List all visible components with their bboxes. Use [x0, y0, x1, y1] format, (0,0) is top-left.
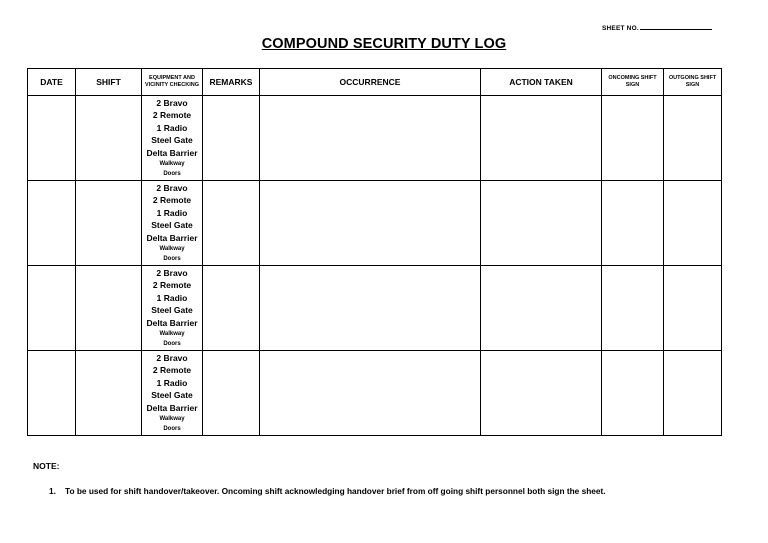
header-oncoming-sign: ONCOMING SHIFT SIGN	[602, 69, 664, 96]
checklist-item: Delta Barrier	[146, 402, 198, 413]
checklist-item: 2 Bravo	[156, 182, 188, 193]
note-item	[49, 486, 606, 496]
remarks-cell[interactable]	[203, 96, 260, 181]
table-header-row	[28, 69, 722, 96]
header-action-taken: ACTION TAKEN	[481, 69, 602, 96]
checklist-item: Delta Barrier	[146, 232, 198, 243]
outgoing-cell[interactable]	[664, 266, 722, 351]
note-label: NOTE:	[33, 461, 60, 471]
note-item-number: 1.	[49, 486, 56, 496]
checklist-item: 2 Remote	[152, 280, 192, 291]
header-remarks: REMARKS	[203, 69, 260, 96]
date-cell[interactable]	[28, 96, 76, 181]
checklist-item: 2 Bravo	[156, 97, 188, 108]
header-shift: SHIFT	[76, 69, 142, 96]
table-row	[28, 96, 722, 181]
oncoming-cell[interactable]	[602, 266, 664, 351]
checklist-item: Doors	[163, 171, 181, 178]
occurrence-cell[interactable]	[260, 96, 481, 181]
date-cell[interactable]	[28, 181, 76, 266]
duty-log-table	[27, 68, 722, 436]
sheet-number-blank	[640, 23, 712, 30]
oncoming-cell[interactable]	[602, 351, 664, 436]
checklist-item: 1 Radio	[156, 207, 188, 218]
equipment-checklist-cell	[142, 266, 203, 351]
checklist-item: Walkway	[159, 416, 185, 423]
checklist-item: 2 Remote	[152, 110, 192, 121]
checklist-item: Doors	[163, 341, 181, 348]
page-title: COMPOUND SECURITY DUTY LOG	[261, 36, 507, 52]
checklist-item: Steel Gate	[151, 305, 193, 316]
header-date: DATE	[28, 69, 76, 96]
checklist-item: 2 Bravo	[156, 267, 188, 278]
date-cell[interactable]	[28, 351, 76, 436]
action-cell[interactable]	[481, 96, 602, 181]
action-cell[interactable]	[481, 266, 602, 351]
remarks-cell[interactable]	[203, 181, 260, 266]
occurrence-cell[interactable]	[260, 181, 481, 266]
checklist-item: Doors	[163, 256, 181, 263]
table-row	[28, 351, 722, 436]
checklist-item: Steel Gate	[151, 220, 193, 231]
occurrence-cell[interactable]	[260, 351, 481, 436]
outgoing-cell[interactable]	[664, 351, 722, 436]
header-equipment: EQUIPMENT AND VICINITY CHECKING	[142, 69, 203, 96]
action-cell[interactable]	[481, 351, 602, 436]
oncoming-cell[interactable]	[602, 96, 664, 181]
checklist-item: Walkway	[159, 331, 185, 338]
sheet-number-label: SHEET NO.	[602, 25, 639, 32]
checklist-item: Steel Gate	[151, 390, 193, 401]
equipment-checklist-cell	[142, 96, 203, 181]
table-row	[28, 266, 722, 351]
checklist-item: Delta Barrier	[146, 317, 198, 328]
checklist-item: 2 Remote	[152, 365, 192, 376]
checklist-item: 2 Bravo	[156, 352, 188, 363]
date-cell[interactable]	[28, 266, 76, 351]
remarks-cell[interactable]	[203, 266, 260, 351]
oncoming-cell[interactable]	[602, 181, 664, 266]
checklist-item: Walkway	[159, 161, 185, 168]
checklist-item: Doors	[163, 426, 181, 433]
shift-cell[interactable]	[76, 181, 142, 266]
checklist-item: Delta Barrier	[146, 147, 198, 158]
shift-cell[interactable]	[76, 96, 142, 181]
sheet-number-field	[602, 23, 712, 32]
remarks-cell[interactable]	[203, 351, 260, 436]
checklist-item: 1 Radio	[156, 122, 188, 133]
table-row	[28, 181, 722, 266]
note-item-text: To be used for shift handover/takeover. Oncoming shift acknowledging handover brief from off going shift personnel both sign the sheet.	[65, 486, 606, 496]
checklist-item: 1 Radio	[156, 377, 188, 388]
occurrence-cell[interactable]	[260, 266, 481, 351]
checklist-item: 1 Radio	[156, 292, 188, 303]
checklist-item: Steel Gate	[151, 135, 193, 146]
checklist-item: Walkway	[159, 246, 185, 253]
header-occurrence: OCCURRENCE	[260, 69, 481, 96]
outgoing-cell[interactable]	[664, 96, 722, 181]
action-cell[interactable]	[481, 181, 602, 266]
checklist-item: 2 Remote	[152, 195, 192, 206]
shift-cell[interactable]	[76, 266, 142, 351]
outgoing-cell[interactable]	[664, 181, 722, 266]
shift-cell[interactable]	[76, 351, 142, 436]
equipment-checklist-cell	[142, 181, 203, 266]
header-outgoing-sign: OUTGOING SHIFT SIGN	[664, 69, 722, 96]
equipment-checklist-cell	[142, 351, 203, 436]
